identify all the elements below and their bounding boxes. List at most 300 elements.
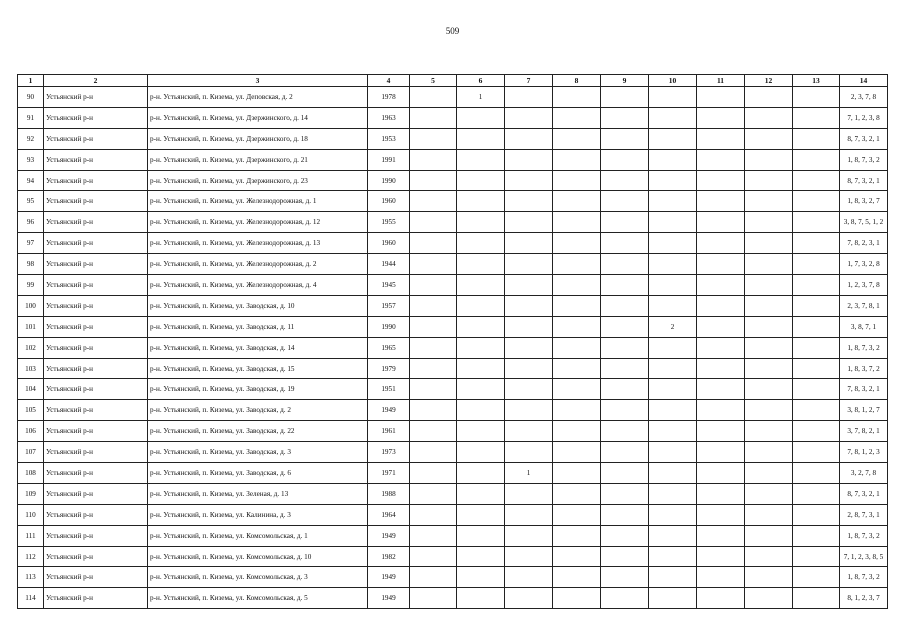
table-cell-col-11 — [697, 483, 745, 504]
table-cell-col-9 — [601, 337, 649, 358]
table-cell-col-8 — [553, 87, 601, 108]
table-cell-col-2: Устьянский р-н — [44, 463, 148, 484]
table-cell-col-5 — [410, 170, 457, 191]
table-cell-col-1: 99 — [18, 275, 44, 296]
table-cell-col-2: Устьянский р-н — [44, 525, 148, 546]
table-cell-col-10 — [649, 233, 697, 254]
table-cell-col-1: 107 — [18, 442, 44, 463]
table-row — [18, 87, 888, 108]
table-cell-col-4: 1982 — [368, 546, 410, 567]
table-cell-col-6 — [457, 442, 505, 463]
table-cell-col-1: 112 — [18, 546, 44, 567]
table-cell-col-2: Устьянский р-н — [44, 128, 148, 149]
table-cell-col-9 — [601, 525, 649, 546]
table-cell-col-6 — [457, 275, 505, 296]
table-cell-col-2: Устьянский р-н — [44, 107, 148, 128]
table-row — [18, 170, 888, 191]
table-cell-col-10 — [649, 128, 697, 149]
table-row — [18, 379, 888, 400]
table-cell-col-2: Устьянский р-н — [44, 275, 148, 296]
table-cell-col-12 — [745, 316, 793, 337]
table-cell-col-12 — [745, 170, 793, 191]
table-row — [18, 588, 888, 609]
table-cell-col-10 — [649, 254, 697, 275]
table-cell-col-10 — [649, 191, 697, 212]
table-cell-col-6 — [457, 358, 505, 379]
table-cell-col-13 — [793, 170, 840, 191]
table-cell-col-13 — [793, 463, 840, 484]
table-cell-col-12 — [745, 128, 793, 149]
table-cell-col-8 — [553, 588, 601, 609]
table-cell-col-12 — [745, 107, 793, 128]
table-cell-col-14: 2, 3, 7, 8 — [840, 87, 888, 108]
table-cell-col-6 — [457, 149, 505, 170]
table-cell-col-14: 3, 8, 7, 5, 1, 2 — [840, 212, 888, 233]
table-cell-col-1: 91 — [18, 107, 44, 128]
table-cell-col-8 — [553, 442, 601, 463]
table-cell-col-5 — [410, 525, 457, 546]
table-cell-col-14: 1, 8, 7, 3, 2 — [840, 149, 888, 170]
table-cell-col-5 — [410, 212, 457, 233]
table-row — [18, 275, 888, 296]
table-cell-col-8 — [553, 567, 601, 588]
table-cell-col-14: 1, 2, 3, 7, 8 — [840, 275, 888, 296]
table-cell-col-8 — [553, 316, 601, 337]
table-cell-col-8 — [553, 107, 601, 128]
table-cell-col-6 — [457, 337, 505, 358]
table-cell-col-11 — [697, 400, 745, 421]
table-cell-col-14: 1, 8, 7, 3, 2 — [840, 337, 888, 358]
table-cell-col-14: 1, 7, 3, 2, 8 — [840, 254, 888, 275]
table-cell-col-4: 1949 — [368, 400, 410, 421]
table-cell-col-10 — [649, 149, 697, 170]
table-cell-col-8 — [553, 504, 601, 525]
table-cell-col-2: Устьянский р-н — [44, 149, 148, 170]
table-row — [18, 316, 888, 337]
table-cell-col-11 — [697, 275, 745, 296]
table-cell-col-8 — [553, 358, 601, 379]
table-cell-col-5 — [410, 128, 457, 149]
table-row — [18, 421, 888, 442]
table-cell-col-13 — [793, 421, 840, 442]
table-cell-col-2: Устьянский р-н — [44, 170, 148, 191]
table-cell-col-12 — [745, 463, 793, 484]
table-cell-col-4: 1957 — [368, 295, 410, 316]
table-cell-col-3: р-н. Устьянский, п. Кизема, ул. Железнодорожная, д. 2 — [148, 254, 368, 275]
table-cell-col-2: Устьянский р-н — [44, 337, 148, 358]
table-cell-col-9 — [601, 483, 649, 504]
table-row — [18, 567, 888, 588]
table-cell-col-3: р-н. Устьянский, п. Кизема, ул. Железнодорожная, д. 13 — [148, 233, 368, 254]
table-cell-col-13 — [793, 233, 840, 254]
table-cell-col-12 — [745, 254, 793, 275]
table-cell-col-13 — [793, 567, 840, 588]
table-cell-col-3: р-н. Устьянский, п. Кизема, ул. Зеленая, д. 13 — [148, 483, 368, 504]
table-cell-col-1: 97 — [18, 233, 44, 254]
table-cell-col-5 — [410, 400, 457, 421]
table-cell-col-4: 1955 — [368, 212, 410, 233]
table-cell-col-11 — [697, 295, 745, 316]
table-cell-col-7 — [505, 107, 553, 128]
table-cell-col-7 — [505, 337, 553, 358]
table-cell-col-9 — [601, 316, 649, 337]
table-cell-col-9 — [601, 212, 649, 233]
column-header-11: 11 — [697, 75, 745, 87]
table-cell-col-9 — [601, 170, 649, 191]
table-cell-col-1: 98 — [18, 254, 44, 275]
table-cell-col-11 — [697, 107, 745, 128]
table-cell-col-1: 92 — [18, 128, 44, 149]
table-cell-col-10 — [649, 87, 697, 108]
table-cell-col-5 — [410, 337, 457, 358]
table-cell-col-9 — [601, 504, 649, 525]
table-cell-col-3: р-н. Устьянский, п. Кизема, ул. Заводская, д. 2 — [148, 400, 368, 421]
table-cell-col-8 — [553, 149, 601, 170]
table-cell-col-6 — [457, 295, 505, 316]
table-cell-col-11 — [697, 504, 745, 525]
table-cell-col-11 — [697, 567, 745, 588]
table-cell-col-6 — [457, 400, 505, 421]
table-cell-col-2: Устьянский р-н — [44, 212, 148, 233]
table-cell-col-2: Устьянский р-н — [44, 358, 148, 379]
table-cell-col-5 — [410, 483, 457, 504]
table-row — [18, 149, 888, 170]
table-cell-col-5 — [410, 421, 457, 442]
table-row — [18, 254, 888, 275]
table-cell-col-7 — [505, 233, 553, 254]
table-cell-col-7 — [505, 149, 553, 170]
table-cell-col-13 — [793, 149, 840, 170]
table-row — [18, 442, 888, 463]
table-row — [18, 400, 888, 421]
table-cell-col-4: 1965 — [368, 337, 410, 358]
table-cell-col-1: 90 — [18, 87, 44, 108]
table-cell-col-3: р-н. Устьянский, п. Кизема, ул. Заводская, д. 6 — [148, 463, 368, 484]
table-cell-col-3: р-н. Устьянский, п. Кизема, ул. Заводская, д. 22 — [148, 421, 368, 442]
table-cell-col-3: р-н. Устьянский, п. Кизема, ул. Заводская, д. 15 — [148, 358, 368, 379]
table-cell-col-12 — [745, 358, 793, 379]
table-cell-col-14: 8, 7, 3, 2, 1 — [840, 128, 888, 149]
table-cell-col-8 — [553, 337, 601, 358]
table-cell-col-11 — [697, 254, 745, 275]
table-cell-col-11 — [697, 463, 745, 484]
table-cell-col-2: Устьянский р-н — [44, 254, 148, 275]
table-cell-col-13 — [793, 546, 840, 567]
column-header-4: 4 — [368, 75, 410, 87]
table-cell-col-14: 1, 8, 7, 3, 2 — [840, 525, 888, 546]
table-cell-col-13 — [793, 379, 840, 400]
table-cell-col-13 — [793, 525, 840, 546]
table-cell-col-11 — [697, 546, 745, 567]
table-cell-col-1: 96 — [18, 212, 44, 233]
table-cell-col-5 — [410, 567, 457, 588]
table-cell-col-8 — [553, 421, 601, 442]
table-cell-col-14: 3, 8, 1, 2, 7 — [840, 400, 888, 421]
table-cell-col-4: 1978 — [368, 87, 410, 108]
table-cell-col-4: 1960 — [368, 191, 410, 212]
table-cell-col-9 — [601, 358, 649, 379]
table-row — [18, 128, 888, 149]
table-cell-col-2: Устьянский р-н — [44, 442, 148, 463]
table-cell-col-12 — [745, 400, 793, 421]
table-cell-col-6 — [457, 463, 505, 484]
table-row — [18, 337, 888, 358]
table-cell-col-12 — [745, 483, 793, 504]
table-cell-col-1: 110 — [18, 504, 44, 525]
table-cell-col-13 — [793, 504, 840, 525]
table-cell-col-13 — [793, 588, 840, 609]
table-cell-col-5 — [410, 316, 457, 337]
table-cell-col-14: 7, 8, 3, 2, 1 — [840, 379, 888, 400]
table-cell-col-4: 1963 — [368, 107, 410, 128]
table-cell-col-5 — [410, 463, 457, 484]
table-row — [18, 191, 888, 212]
table-cell-col-11 — [697, 442, 745, 463]
table-cell-col-12 — [745, 421, 793, 442]
table-cell-col-6 — [457, 546, 505, 567]
table-row — [18, 212, 888, 233]
table-row — [18, 483, 888, 504]
table-cell-col-9 — [601, 87, 649, 108]
table-cell-col-3: р-н. Устьянский, п. Кизема, ул. Деповская, д. 2 — [148, 87, 368, 108]
table-cell-col-9 — [601, 400, 649, 421]
table-cell-col-3: р-н. Устьянский, п. Кизема, ул. Железнодорожная, д. 4 — [148, 275, 368, 296]
table-cell-col-5 — [410, 233, 457, 254]
table-cell-col-7 — [505, 170, 553, 191]
table-cell-col-7 — [505, 212, 553, 233]
table-cell-col-6 — [457, 191, 505, 212]
table-cell-col-10 — [649, 483, 697, 504]
column-header-8: 8 — [553, 75, 601, 87]
table-cell-col-4: 1990 — [368, 316, 410, 337]
table-cell-col-1: 111 — [18, 525, 44, 546]
table-cell-col-2: Устьянский р-н — [44, 191, 148, 212]
table-cell-col-1: 93 — [18, 149, 44, 170]
table-cell-col-4: 1960 — [368, 233, 410, 254]
table-cell-col-14: 1, 8, 7, 3, 2 — [840, 567, 888, 588]
table-cell-col-14: 2, 8, 7, 3, 1 — [840, 504, 888, 525]
table-cell-col-10 — [649, 107, 697, 128]
table-cell-col-11 — [697, 379, 745, 400]
table-cell-col-8 — [553, 546, 601, 567]
table-cell-col-12 — [745, 588, 793, 609]
table-cell-col-3: р-н. Устьянский, п. Кизема, ул. Заводская, д. 3 — [148, 442, 368, 463]
table-cell-col-6 — [457, 525, 505, 546]
table-cell-col-8 — [553, 212, 601, 233]
table-cell-col-13 — [793, 295, 840, 316]
table-cell-col-3: р-н. Устьянский, п. Кизема, ул. Комсомольская, д. 1 — [148, 525, 368, 546]
table-cell-col-14: 8, 1, 2, 3, 7 — [840, 588, 888, 609]
table-cell-col-12 — [745, 546, 793, 567]
column-header-5: 5 — [410, 75, 457, 87]
table-cell-col-6 — [457, 233, 505, 254]
table-cell-col-6 — [457, 504, 505, 525]
table-cell-col-10 — [649, 463, 697, 484]
table-cell-col-2: Устьянский р-н — [44, 504, 148, 525]
column-header-3: 3 — [148, 75, 368, 87]
table-cell-col-9 — [601, 295, 649, 316]
table-cell-col-1: 103 — [18, 358, 44, 379]
table-cell-col-2: Устьянский р-н — [44, 400, 148, 421]
table-cell-col-14: 8, 7, 3, 2, 1 — [840, 483, 888, 504]
table-cell-col-7 — [505, 504, 553, 525]
table-cell-col-7 — [505, 254, 553, 275]
table-row — [18, 107, 888, 128]
table-cell-col-6 — [457, 254, 505, 275]
table-cell-col-7 — [505, 128, 553, 149]
table-cell-col-10 — [649, 275, 697, 296]
table-cell-col-14: 7, 8, 1, 2, 3 — [840, 442, 888, 463]
table-cell-col-5 — [410, 191, 457, 212]
table-cell-col-13 — [793, 87, 840, 108]
table-cell-col-6 — [457, 107, 505, 128]
table-cell-col-9 — [601, 233, 649, 254]
table-cell-col-8 — [553, 191, 601, 212]
table-cell-col-3: р-н. Устьянский, п. Кизема, ул. Дзержинского, д. 14 — [148, 107, 368, 128]
table-cell-col-5 — [410, 295, 457, 316]
table-cell-col-6 — [457, 128, 505, 149]
table-cell-col-13 — [793, 400, 840, 421]
table-cell-col-9 — [601, 128, 649, 149]
table-cell-col-8 — [553, 483, 601, 504]
table-row — [18, 295, 888, 316]
column-header-6: 6 — [457, 75, 505, 87]
table-cell-col-13 — [793, 275, 840, 296]
table-cell-col-9 — [601, 567, 649, 588]
table-cell-col-4: 1988 — [368, 483, 410, 504]
table-cell-col-13 — [793, 316, 840, 337]
table-cell-col-10 — [649, 442, 697, 463]
table-cell-col-13 — [793, 128, 840, 149]
table-cell-col-11 — [697, 316, 745, 337]
table-cell-col-6 — [457, 170, 505, 191]
table-cell-col-11 — [697, 191, 745, 212]
table-cell-col-14: 2, 3, 7, 8, 1 — [840, 295, 888, 316]
table-cell-col-10 — [649, 504, 697, 525]
table-cell-col-13 — [793, 358, 840, 379]
table-cell-col-7 — [505, 421, 553, 442]
table-cell-col-10 — [649, 379, 697, 400]
table-cell-col-5 — [410, 254, 457, 275]
table-cell-col-8 — [553, 128, 601, 149]
table-cell-col-7 — [505, 525, 553, 546]
table-cell-col-7 — [505, 546, 553, 567]
table-cell-col-6 — [457, 421, 505, 442]
table-cell-col-3: р-н. Устьянский, п. Кизема, ул. Дзержинского, д. 23 — [148, 170, 368, 191]
table-cell-col-5 — [410, 379, 457, 400]
table-cell-col-11 — [697, 212, 745, 233]
table-cell-col-5 — [410, 588, 457, 609]
table-cell-col-6 — [457, 483, 505, 504]
table-cell-col-13 — [793, 107, 840, 128]
table-cell-col-14: 7, 1, 2, 3, 8 — [840, 107, 888, 128]
table-cell-col-5 — [410, 442, 457, 463]
table-cell-col-14: 8, 7, 3, 2, 1 — [840, 170, 888, 191]
table-cell-col-1: 106 — [18, 421, 44, 442]
table-cell-col-10 — [649, 421, 697, 442]
table-cell-col-14: 7, 8, 2, 3, 1 — [840, 233, 888, 254]
column-header-12: 12 — [745, 75, 793, 87]
table-cell-col-7 — [505, 483, 553, 504]
table-cell-col-4: 1953 — [368, 128, 410, 149]
table-cell-col-2: Устьянский р-н — [44, 483, 148, 504]
table-cell-col-8 — [553, 254, 601, 275]
table-cell-col-12 — [745, 191, 793, 212]
table-cell-col-8 — [553, 275, 601, 296]
table-row — [18, 358, 888, 379]
table-cell-col-11 — [697, 128, 745, 149]
table-cell-col-12 — [745, 567, 793, 588]
table-cell-col-11 — [697, 233, 745, 254]
table-cell-col-5 — [410, 358, 457, 379]
table-cell-col-10 — [649, 400, 697, 421]
table-cell-col-12 — [745, 149, 793, 170]
table-cell-col-10 — [649, 337, 697, 358]
table-cell-col-3: р-н. Устьянский, п. Кизема, ул. Железнодорожная, д. 1 — [148, 191, 368, 212]
table-cell-col-4: 1979 — [368, 358, 410, 379]
table-cell-col-1: 108 — [18, 463, 44, 484]
table-cell-col-12 — [745, 295, 793, 316]
table-cell-col-11 — [697, 588, 745, 609]
data-table — [17, 74, 888, 609]
table-cell-col-1: 104 — [18, 379, 44, 400]
table-cell-col-3: р-н. Устьянский, п. Кизема, ул. Заводская, д. 19 — [148, 379, 368, 400]
column-header-7: 7 — [505, 75, 553, 87]
table-cell-col-5 — [410, 504, 457, 525]
table-cell-col-7 — [505, 442, 553, 463]
table-cell-col-6 — [457, 212, 505, 233]
table-cell-col-10 — [649, 588, 697, 609]
table-cell-col-11 — [697, 525, 745, 546]
table-cell-col-2: Устьянский р-н — [44, 567, 148, 588]
table-cell-col-2: Устьянский р-н — [44, 295, 148, 316]
table-cell-col-1: 105 — [18, 400, 44, 421]
table-row — [18, 504, 888, 525]
table-cell-col-3: р-н. Устьянский, п. Кизема, ул. Комсомольская, д. 10 — [148, 546, 368, 567]
table-cell-col-8 — [553, 295, 601, 316]
table-cell-col-9 — [601, 191, 649, 212]
table-cell-col-2: Устьянский р-н — [44, 379, 148, 400]
table-cell-col-4: 1990 — [368, 170, 410, 191]
table-cell-col-1: 113 — [18, 567, 44, 588]
table-cell-col-11 — [697, 87, 745, 108]
table-cell-col-4: 1949 — [368, 525, 410, 546]
table-cell-col-1: 102 — [18, 337, 44, 358]
table-cell-col-12 — [745, 87, 793, 108]
table-cell-col-3: р-н. Устьянский, п. Кизема, ул. Железнодорожная, д. 12 — [148, 212, 368, 233]
table-cell-col-3: р-н. Устьянский, п. Кизема, ул. Заводская, д. 14 — [148, 337, 368, 358]
table-cell-col-6 — [457, 316, 505, 337]
table-cell-col-13 — [793, 442, 840, 463]
table-cell-col-1: 109 — [18, 483, 44, 504]
table-row — [18, 233, 888, 254]
table-cell-col-4: 1949 — [368, 567, 410, 588]
table-cell-col-4: 1964 — [368, 504, 410, 525]
table-cell-col-9 — [601, 379, 649, 400]
table-cell-col-7: 1 — [505, 463, 553, 484]
table-cell-col-2: Устьянский р-н — [44, 87, 148, 108]
table-cell-col-11 — [697, 149, 745, 170]
table-cell-col-3: р-н. Устьянский, п. Кизема, ул. Комсомольская, д. 3 — [148, 567, 368, 588]
table-cell-col-1: 101 — [18, 316, 44, 337]
table-cell-col-7 — [505, 295, 553, 316]
table-cell-col-10 — [649, 358, 697, 379]
table-row — [18, 463, 888, 484]
table-cell-col-8 — [553, 170, 601, 191]
table-cell-col-2: Устьянский р-н — [44, 421, 148, 442]
table-cell-col-11 — [697, 337, 745, 358]
table-cell-col-9 — [601, 421, 649, 442]
